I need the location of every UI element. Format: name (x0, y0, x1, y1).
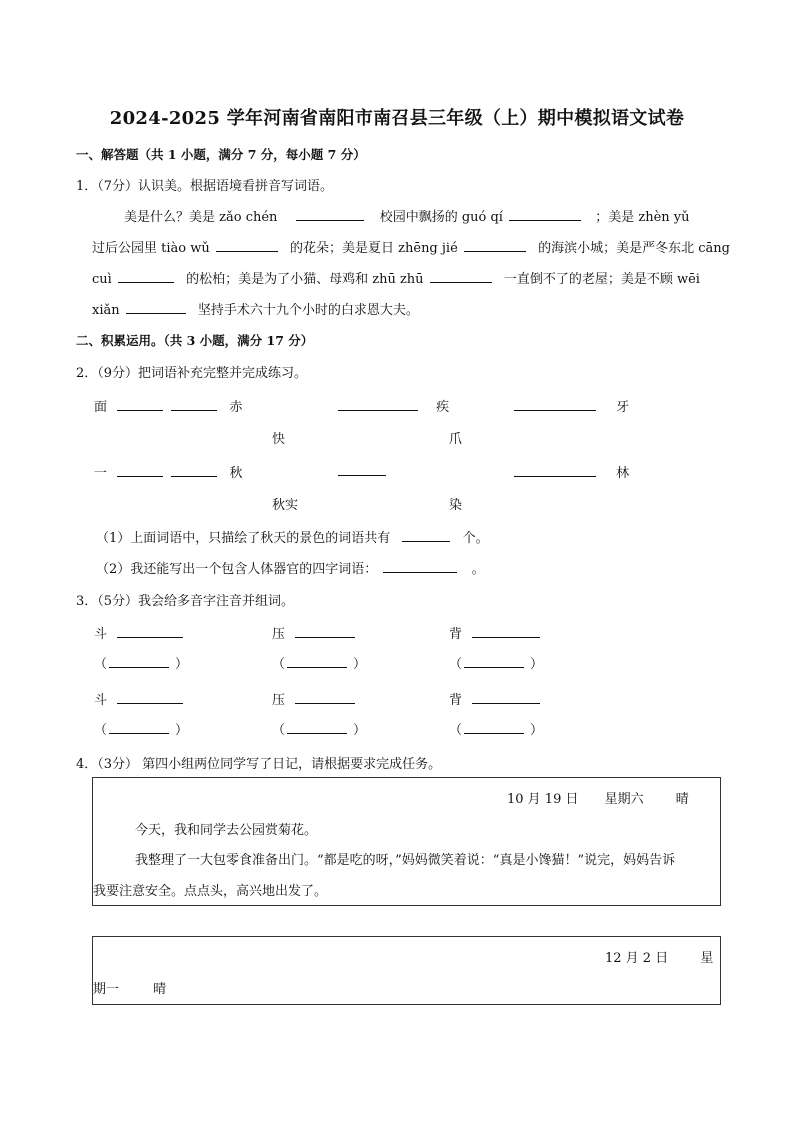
paren: ） (353, 723, 367, 738)
diary-weather: 晴 (675, 792, 689, 807)
q3-word-blank[interactable] (117, 624, 183, 638)
q3-item (272, 623, 357, 642)
q1-text: 过后公园里 tiào wǔ (92, 241, 210, 256)
q1-text: xiǎn (92, 303, 120, 318)
q2-sub-text: （2）我还能写出一个包含人体器官的四字词语： (96, 562, 378, 577)
q3-char: 斗 (94, 693, 108, 708)
q3-pinyin (94, 719, 188, 738)
section-2-heading: 二、积累运用。（共 3 小题，满分 17 分） (76, 333, 314, 348)
q1-blank[interactable] (509, 207, 581, 221)
q1-text: 的松柏；美是为了小猫、母鸡和 zhū zhū (186, 272, 424, 287)
q3-pinyin-blank[interactable] (109, 654, 169, 668)
q2-sub-text: 。 (471, 562, 485, 577)
diary-1-line-1: 今天，我和同学去公园赏菊花。 (135, 823, 318, 838)
q2-sub-text: 个。 (462, 531, 489, 546)
q3-pinyin (272, 653, 366, 672)
paren: ） (175, 723, 189, 738)
q1-line-1 (124, 206, 690, 225)
q3-word-blank[interactable] (117, 690, 183, 704)
q2-char: 牙 (616, 400, 630, 415)
q1-blank[interactable] (216, 238, 278, 252)
q3-word-blank[interactable] (472, 690, 540, 704)
diary-weather: 晴 (153, 982, 167, 997)
q2-char: 染 (449, 498, 463, 513)
diary-box-1 (92, 777, 721, 906)
paren: （ (94, 657, 108, 672)
section-1-heading: 一、解答题（共 1 小题，满分 7 分，每小题 7 分） (76, 147, 366, 162)
q3-word-blank[interactable] (472, 624, 540, 638)
paren: ） (175, 657, 189, 672)
q1-stem: 1．（7分）认识美。根据语境看拼音写词语。 (76, 179, 334, 194)
paren: ） (530, 723, 544, 738)
q3-pinyin-blank[interactable] (464, 720, 524, 734)
q1-blank[interactable] (118, 269, 174, 283)
q3-item (449, 689, 542, 708)
q2-char: 秋 (229, 466, 243, 481)
q2-blank[interactable] (117, 463, 163, 477)
diary-weekday: 星 (700, 951, 714, 966)
q2-idiom-2 (336, 396, 449, 415)
q3-word-blank[interactable] (295, 624, 355, 638)
q3-word-blank[interactable] (295, 690, 355, 704)
paren: （ (272, 723, 286, 738)
q4-stem: 4．（3分） 第四小组两位同学写了日记，请根据要求完成任务。 (76, 757, 442, 772)
q2-char: 疾 (436, 400, 450, 415)
q2-char: 快 (272, 432, 286, 447)
q2-blank[interactable] (514, 397, 596, 411)
q1-text: 的海滨小城；美是严冬东北 cāng (538, 241, 730, 256)
q2-char: 赤 (229, 400, 243, 415)
q3-item (94, 689, 185, 708)
q3-stem: 3．（5分）我会给多音字注音并组词。 (76, 594, 295, 609)
paren: ） (530, 657, 544, 672)
diary-1-line-3: 我要注意安全。点点头，高兴地出发了。 (93, 884, 328, 899)
diary-2-line-2 (93, 978, 166, 997)
q2-blank[interactable] (117, 397, 163, 411)
q1-text: 一直倒不了的老屋；美是不顾 wēi (503, 272, 700, 287)
q1-blank[interactable] (296, 207, 364, 221)
q2-stem: 2．（9分）把词语补充完整并完成练习。 (76, 366, 308, 381)
paren: （ (449, 723, 463, 738)
diary-2-header (605, 947, 713, 966)
q3-pinyin-blank[interactable] (287, 654, 347, 668)
q2-blank[interactable] (402, 528, 450, 542)
q2-idiom-4 (94, 462, 242, 481)
q1-line-4 (92, 299, 419, 318)
q3-pinyin (94, 653, 188, 672)
diary-box-2 (92, 936, 721, 1005)
q2-char: 林 (616, 466, 630, 481)
q2-idiom-1 (94, 396, 242, 415)
diary-date: 12 月 2 日 (605, 951, 669, 966)
q1-text: cuì (92, 272, 112, 287)
q3-pinyin-blank[interactable] (464, 654, 524, 668)
q3-char: 压 (272, 627, 286, 642)
paren: ） (353, 657, 367, 672)
paren: （ (94, 723, 108, 738)
q3-pinyin (449, 653, 543, 672)
q1-text: ；美是 zhèn yǔ (595, 210, 690, 225)
q2-blank[interactable] (338, 462, 386, 476)
q3-item (449, 623, 542, 642)
q3-item (272, 689, 357, 708)
q3-pinyin (272, 719, 366, 738)
q2-char: 爪 (449, 432, 463, 447)
q2-sub-2 (96, 558, 485, 577)
page-title: 2024-2025 学年河南省南阳市南召县三年级（上）期中模拟语文试卷 (109, 108, 685, 129)
diary-date: 10 月 19 日 (507, 792, 579, 807)
q2-idiom-5 (336, 462, 388, 480)
q1-text: 的花朵；美是夏日 zhēng jié (290, 241, 458, 256)
q2-idiom-6 (512, 462, 629, 481)
diary-1-line-2: 我整理了一大包零食准备出门。“都是吃的呀，”妈妈微笑着说：“真是小馋猫！”说完，妈妈告诉 (135, 853, 676, 868)
q2-idiom-3 (512, 396, 629, 415)
q3-pinyin-blank[interactable] (287, 720, 347, 734)
q2-char: 面 (94, 400, 108, 415)
q1-text: 坚持手术六十九个小时的白求恩大夫。 (197, 303, 419, 318)
diary-1-header (507, 788, 689, 807)
q3-char: 背 (449, 693, 463, 708)
q3-char: 斗 (94, 627, 108, 642)
q2-blank[interactable] (383, 559, 457, 573)
q1-blank[interactable] (126, 300, 186, 314)
q2-blank[interactable] (338, 397, 418, 411)
q3-item (94, 623, 185, 642)
q2-blank[interactable] (171, 397, 217, 411)
q1-text: 美是什么？美是 zǎo chén (124, 210, 278, 225)
q1-blank[interactable] (464, 238, 526, 252)
q1-line-2 (92, 237, 730, 256)
diary-weekday: 期一 (93, 982, 120, 997)
q2-char: 秋实 (272, 498, 299, 513)
q2-blank[interactable] (514, 463, 596, 477)
q3-pinyin-blank[interactable] (109, 720, 169, 734)
q2-blank[interactable] (171, 463, 217, 477)
q1-text: 校园中飘扬的 guó qí (379, 210, 503, 225)
q2-char: 一 (94, 466, 108, 481)
q3-char: 压 (272, 693, 286, 708)
paren: （ (449, 657, 463, 672)
paren: （ (272, 657, 286, 672)
q3-char: 背 (449, 627, 463, 642)
q1-line-3 (92, 268, 700, 287)
diary-weekday: 星期六 (604, 792, 644, 807)
q1-blank[interactable] (430, 269, 492, 283)
q3-pinyin (449, 719, 543, 738)
q2-sub-text: （1）上面词语中，只描绘了秋天的景色的词语共有 (96, 531, 391, 546)
q2-sub-1 (96, 527, 489, 546)
